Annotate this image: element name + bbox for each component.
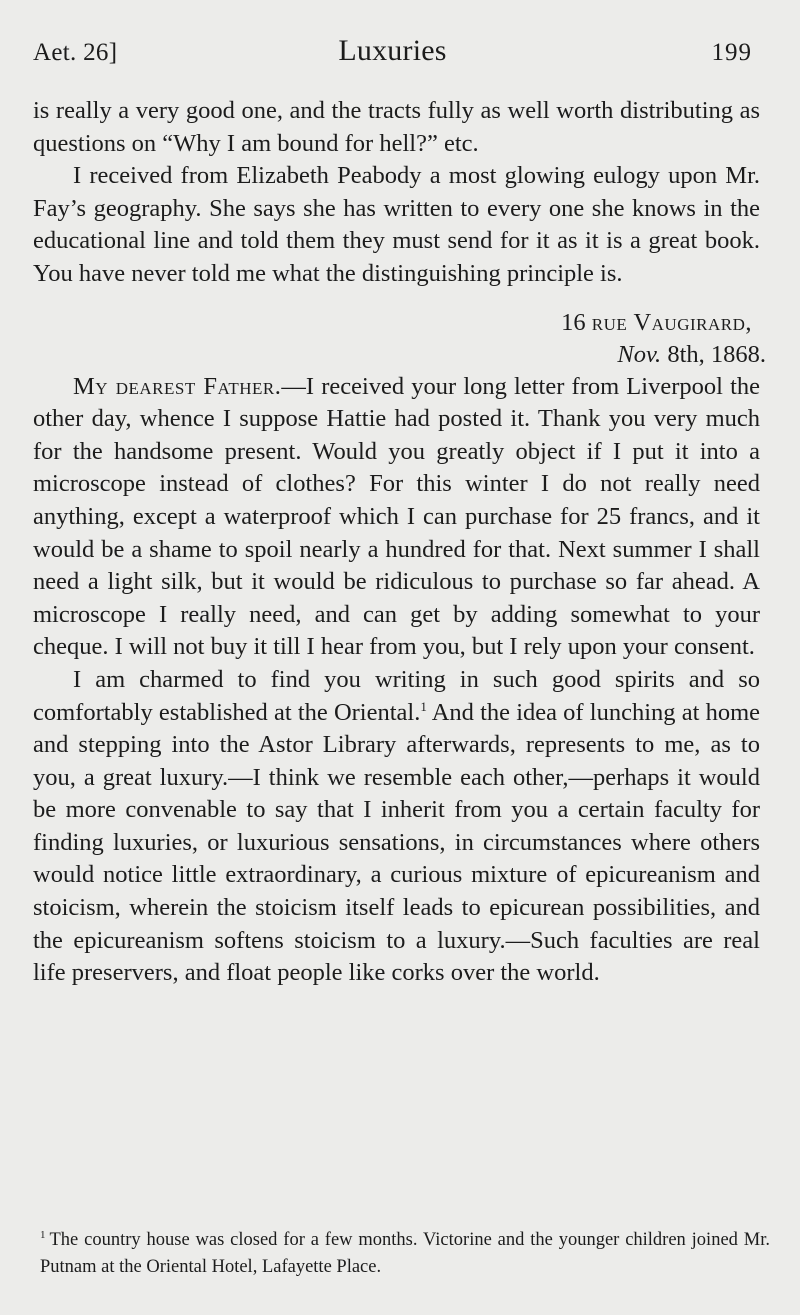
address-number: 16 xyxy=(561,308,586,336)
paragraph-letter-opening xyxy=(33,371,760,664)
date-rest: 8th, 1868. xyxy=(667,340,766,368)
running-head xyxy=(33,34,752,74)
letter-address xyxy=(33,307,766,339)
oriental-text-rest: And the idea of lunching at home and stepping into the Astor Library afterwards, represents to me, as to you, a great luxury.—I think we resemble each other,—perhaps it would be more convenable to say that I inherit from you a certain faculty for finding luxuries, or luxurious sensations, in circumstances where others would notice little extraordinary, a curious mixture of epicureanism and stoicism, wherein the stoicism itself leads to epicurean possibilities, and the epicureanism softens stoicism to a luxury.—Such faculties are real life preservers, and float people like corks over the world. xyxy=(33,698,760,987)
paragraph-oriental xyxy=(33,664,760,990)
chapter-age-label: Aet. 26] xyxy=(33,39,118,66)
paragraph-continuation: is really a very good one, and the tracts fully as well worth distributing as questions on “Why I am bound for hell?” etc. xyxy=(33,97,760,157)
date-month: Nov. xyxy=(617,340,662,368)
body-text xyxy=(33,95,766,990)
footnote-text: The country house was closed for a few months. Victorine and the younger children joined Mr. Putnam at the Oriental Hotel, Lafayette Place. xyxy=(40,1230,770,1277)
footnote xyxy=(40,1227,770,1281)
letter-opening-text: —I received your long letter from Liverpool the other day, whence I suppose Hattie had posted it. Thank you very much for the handsome present. Would you greatly object if I put it into a microscope instead of clothes? For this winter I do not really need anything, except a waterproof which I can purchase for 25 francs, and it would be a shame to spoil nearly a hundred for that. Next summer I shall need a light silk, but it would be ridiculous to purchase so far ahead. A microscope I really need, and can get by adding somewhat to your cheque. I will not buy it till I hear from you, but I rely upon your consent. xyxy=(33,372,760,661)
footnote-reference[interactable]: 1 xyxy=(420,698,427,714)
address-street: rue Vaugirard, xyxy=(591,308,752,336)
page-title: Luxuries xyxy=(338,34,447,67)
letter-date xyxy=(33,339,766,371)
oriental-text-start: I am charmed to find you writing in such good spirits and so comfortably established at the Oriental. xyxy=(33,665,760,726)
paragraph-peabody: I received from Elizabeth Peabody a most glowing eulogy upon Mr. Fay’s geography. She says she has written to every one she knows in the educational line and told them they must send for it as it is a great book. You have never told me what the distinguishing principle is. xyxy=(33,162,760,287)
letter-salutation: My dearest Father. xyxy=(73,372,282,400)
letter-dateline xyxy=(33,307,766,371)
footnote-marker: 1 xyxy=(40,1229,46,1241)
section-gap xyxy=(33,291,760,307)
page-number: 199 xyxy=(711,39,752,66)
